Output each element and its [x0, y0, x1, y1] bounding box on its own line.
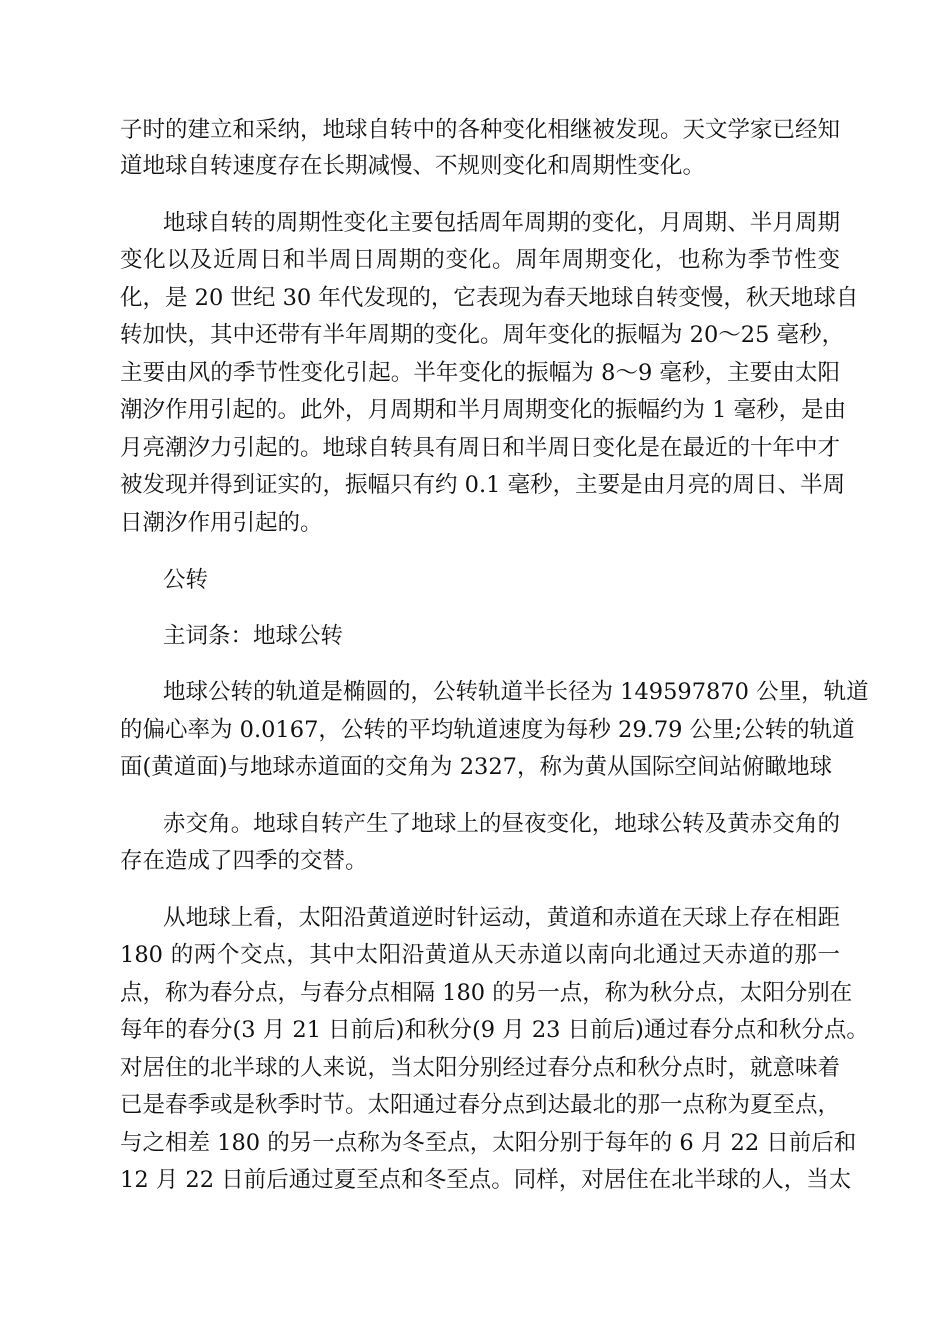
paragraph-line: 子时的建立和采纳，地球自转中的各种变化相继被发现。天文学家已经知 [120, 117, 841, 143]
paragraph-line: 日潮汐作用引起的。 [120, 510, 323, 536]
paragraph-line: 的偏心率为 0.0167，公转的平均轨道速度为每秒 29.79 公里;公转的轨道 [120, 717, 855, 743]
paragraph-line: 被发现并得到证实的，振幅只有约 0.1 毫秒，主要是由月亮的周日、半周 [120, 472, 846, 498]
paragraph-line: 赤交角。地球自转产生了地球上的昼夜变化，地球公转及黄赤交角的 [163, 811, 840, 837]
paragraph-line: 月亮潮汐力引起的。地球自转具有周日和半周日变化是在最近的十年中才 [120, 435, 841, 461]
paragraph-line: 化，是 20 世纪 30 年代发现的，它表现为春天地球自转变慢，秋天地球自 [120, 285, 859, 311]
paragraph-line: 从地球上看，太阳沿黄道逆时针运动，黄道和赤道在天球上存在相距 [163, 905, 840, 931]
paragraph-line: 点，称为春分点，与春分点相隔 180 的另一点，称为秋分点，太阳分别在 [120, 980, 853, 1006]
paragraph-line: 已是春季或是秋季时节。太阳通过春分点到达最北的那一点称为夏至点， [120, 1092, 841, 1118]
paragraph-line: 转加快，其中还带有半年周期的变化。周年变化的振幅为 20～25 毫秒， [120, 322, 845, 348]
paragraph-line: 面(黄道面)与地球赤道面的交角为 2327，称为黄从国际空间站俯瞰地球 [120, 754, 832, 780]
paragraph-line: 每年的春分(3 月 21 日前后)和秋分(9 月 23 日前后)通过春分点和秋分点。 [120, 1017, 869, 1043]
paragraph-line: 地球公转的轨道是椭圆的，公转轨道半长径为 149597870 公里，轨道 [163, 679, 869, 705]
paragraph-line: 道地球自转速度存在长期减慢、不规则变化和周期性变化。 [120, 153, 706, 179]
paragraph-line: 与之相差 180 的另一点称为冬至点，太阳分别于每年的 6 月 22 日前后和 [120, 1130, 857, 1156]
paragraph-line: 对居住的北半球的人来说，当太阳分别经过春分点和秋分点时，就意味着 [120, 1055, 841, 1081]
paragraph-line: 180 的两个交点，其中太阳沿黄道从天赤道以南向北通过天赤道的那一 [120, 942, 840, 968]
main-entry-label: 主词条：地球公转 [163, 623, 344, 649]
paragraph-line: 潮汐作用引起的。此外，月周期和半月周期变化的振幅约为 1 毫秒，是由 [120, 397, 847, 423]
paragraph-line: 变化以及近周日和半周日周期的变化。周年周期变化，也称为季节性变 [120, 247, 840, 273]
paragraph-line: 12 月 22 日前后通过夏至点和冬至点。同样，对居住在北半球的人，当太 [120, 1167, 852, 1193]
paragraph-line: 主要由风的季节性变化引起。半年变化的振幅为 8～9 毫秒，主要由太阳 [120, 360, 840, 386]
section-heading: 公转 [163, 567, 209, 593]
paragraph-line: 地球自转的周期性变化主要包括周年周期的变化，月周期、半月周期 [163, 210, 840, 236]
paragraph-line: 存在造成了四季的交替。 [120, 848, 368, 874]
